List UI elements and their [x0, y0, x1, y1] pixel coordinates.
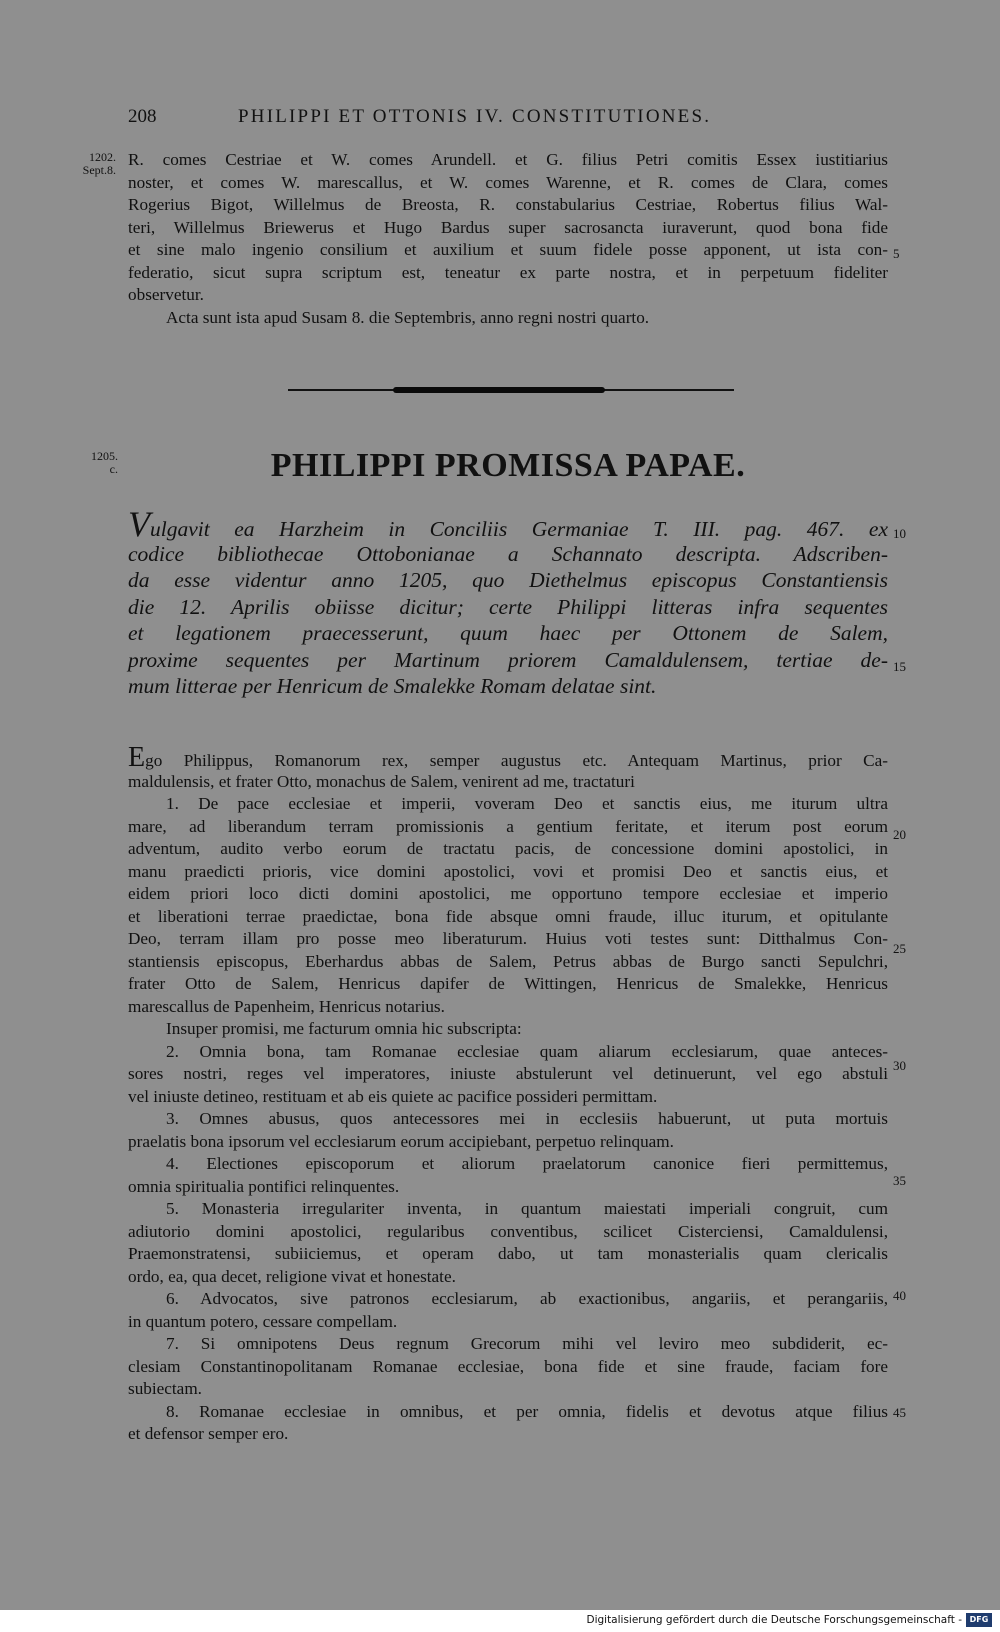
section-title: PHILIPPI PROMISSA PAPAE. — [270, 447, 746, 484]
text-line: Insuper promisi, me facturum omnia hic subscripta: — [166, 1019, 522, 1038]
margin-date-year: 1202. — [89, 150, 116, 164]
funding-notice: Digitalisierung gefördert durch die Deutsche Forschungsgemeinschaft - — [586, 1614, 962, 1626]
text-line: stantiensis episcopus, Eberhardus abbas de Salem, Petrus abbas de Burgo sancti Sepulchri, — [128, 951, 888, 971]
text-line: vel iniuste detineo, restituam et ab eis quiete ac pacifice possideri permittam. — [128, 1086, 658, 1106]
line-number: 15 — [893, 659, 906, 674]
margin-date-year: 1205. — [91, 449, 118, 463]
text-line: codice bibliothecae Ottobonianae a Schannato descripta. Adscriben- — [128, 541, 888, 566]
line-number: 40 — [893, 1288, 906, 1303]
line-number: 5 — [893, 246, 900, 261]
text-line: 8. Romanae ecclesiae in omnibus, et per omnia, fidelis et devotus atque filius — [166, 1401, 888, 1421]
line-number: 45 — [893, 1405, 906, 1420]
main-text-block — [128, 742, 888, 1446]
text-line: clesiam Constantinopolitanam Romanae ecclesiae, bona fide et sine fraude, faciam fore — [128, 1356, 888, 1376]
text-line: federatio, sicut supra scriptum est, teneatur ex parte nostra, et in perpetuum fideliter — [128, 262, 888, 282]
top-text-block — [128, 149, 888, 329]
text-line: Rogerius Bigot, Willelmus de Breosta, R. constabularius Cestriae, Robertus filius Wal- — [128, 195, 888, 214]
line-number: 10 — [893, 526, 906, 541]
text-line: teri, Willelmus Briewerus et Hugo Bardus super sacrosancta iuraverunt, quod bona fide — [128, 217, 888, 237]
text-line: 7. Si omnipotens Deus regnum Grecorum mihi vel leviro meo subdiderit, ec- — [166, 1334, 888, 1353]
editorial-introduction — [128, 504, 888, 700]
margin-date-day: c. — [109, 462, 118, 476]
running-head: PHILIPPI ET OTTONIS IV. CONSTITUTIONES. — [238, 106, 712, 127]
text-line: 6. Advocatos, sive patronos ecclesiarum, ab exactionibus, angariis, et perangariis, — [166, 1289, 888, 1308]
line-number: 35 — [893, 1173, 906, 1188]
text-line: Deo, terram illam pro posse meo liberaturum. Huius voti testes sunt: Ditthalmus Con- — [128, 929, 888, 948]
text-line: 4. Electiones episcoporum et aliorum praelatorum canonice fieri permittemus, — [166, 1154, 888, 1173]
line-number: 30 — [893, 1058, 906, 1073]
margin-date-1205 — [76, 450, 118, 476]
text-line: 1. De pace ecclesiae et imperii, voveram Deo et sanctis eius, me iturum ultra — [166, 794, 888, 813]
text-line: mare, ad liberandum terram promissionis a gentium feritate, et iterum post eorum — [128, 816, 888, 836]
text-line: mum litterae per Henricum de Smalekke Romam delatae sint. — [128, 674, 657, 698]
text-line: da esse videntur anno 1205, quo Diethelmus episcopus Constantiensis — [128, 568, 888, 592]
text-line: omnia spiritualia pontifici relinquentes. — [128, 1176, 400, 1196]
text-line: noster, et comes W. marescallus, et W. comes Warenne, et R. comes de Clara, comes — [128, 172, 888, 192]
section-separator-ornament — [393, 387, 605, 393]
drop-cap: E — [128, 742, 146, 773]
text-line: subiectam. — [128, 1379, 202, 1398]
text-line: adventum, audito verbo eorum de tractatu pacis, de concessione domini apostolici, in — [128, 839, 888, 858]
text-line: sores nostri, reges vel imperatores, iniuste abstulerunt vel detinuerunt, vel ego abstuli — [128, 1064, 888, 1083]
line-number: 20 — [893, 827, 906, 842]
text-line: proxime sequentes per Martinum priorem Camaldulensem, tertiae de- — [128, 647, 888, 672]
text-line: manu praedicti prioris, vice domini apostolici, vovi et promisi Deo et sanctis eius, et — [128, 861, 888, 881]
text-line: adiutorio domini apostolici, regularibus conventibus, scilicet Cisterciensi, Camaldulensi, — [128, 1221, 888, 1241]
page-number: 208 — [128, 106, 157, 127]
text-line: die 12. Aprilis obiisse dicitur; certe Philippi litteras infra sequentes — [128, 594, 888, 619]
text-line: marescallus de Papenheim, Henricus notarius. — [128, 996, 445, 1016]
margin-date-1202 — [76, 151, 116, 177]
drop-cap: V — [128, 504, 150, 544]
text-line: Acta sunt ista apud Susam 8. die Septembris, anno regni nostri quarto. — [166, 307, 650, 327]
text-line: R. comes Cestriae et W. comes Arundell. et G. filius Petri comitis Essex iustitiarius — [128, 150, 888, 169]
text-line: frater Otto de Salem, Henricus dapifer de Wittingen, Henricus de Smalekke, Henricus — [128, 974, 888, 993]
text-line: Praemonstratensi, subiiciemus, et operam dabo, ut tam monasterialis quam clericalis — [128, 1244, 888, 1263]
text-line: observetur. — [128, 285, 204, 304]
text-line: et legationem praecesserunt, quum haec per Ottonem de Salem, — [128, 621, 888, 645]
dfg-logo: DFG — [966, 1613, 992, 1627]
text-line: 5. Monasteria irregulariter inventa, in quantum maiestati imperiali congruit, cum — [166, 1199, 888, 1218]
text-line: ulgavit ea Harzheim in Conciliis Germaniae T. III. pag. 467. ex — [150, 517, 888, 541]
text-line: eidem priori loco dicti domini apostolici, me opportuno tempore ecclesiae et imperio — [128, 884, 888, 903]
text-line: 2. Omnia bona, tam Romanae ecclesiae quam aliarum ecclesiarum, quae anteces- — [166, 1041, 888, 1061]
text-line: ordo, ea, qua decet, religione vivat et honestate. — [128, 1266, 456, 1286]
text-line: et liberationi terrae praedictae, bona fide absque omni fraude, illuc iturum, et opitulante — [128, 906, 888, 926]
text-line: maldulensis, et frater Otto, monachus de Salem, venirent ad me, tractaturi — [128, 771, 635, 791]
text-line: in quantum potero, cessare compellam. — [128, 1311, 398, 1331]
text-line: 3. Omnes abusus, quos antecessores mei in ecclesiis habuerunt, ut puta mortuis — [166, 1109, 888, 1128]
margin-date-day: Sept.8. — [82, 163, 116, 177]
text-line: et sine malo ingenio consilium et auxilium et suum fidele posse apponent, ut ista con- — [128, 240, 888, 259]
page-header — [128, 106, 888, 136]
line-number: 25 — [893, 941, 906, 956]
text-line: praelatis bona ipsorum vel ecclesiarum eorum accipiebant, perpetuo relinquam. — [128, 1131, 674, 1151]
text-line: et defensor semper ero. — [128, 1424, 289, 1443]
text-line: go Philippus, Romanorum rex, semper augustus etc. Antequam Martinus, prior Ca- — [145, 751, 888, 770]
